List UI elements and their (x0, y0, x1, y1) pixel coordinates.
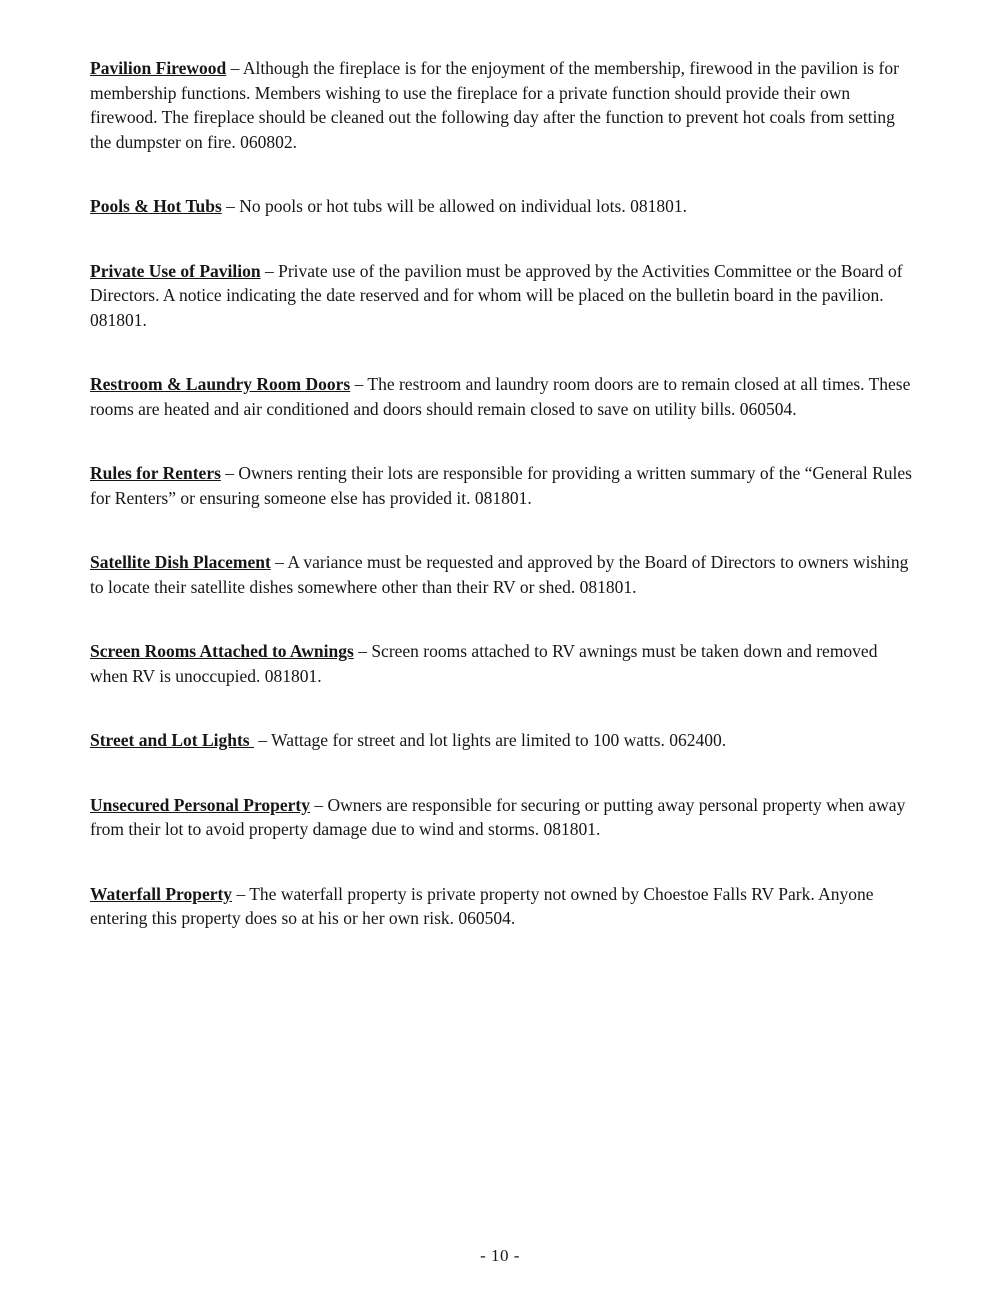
rule-body: – Owners are responsible for securing or putting away personal property when away from their lot to avoid property damage due to wind and storms. 081801. (90, 794, 906, 839)
rule-heading: Restroom & Laundry Room Doors (90, 374, 351, 394)
rule-heading: Screen Rooms Attached to Awnings (90, 641, 354, 661)
rule-heading: Rules for Renters (90, 463, 221, 483)
rule-heading: Satellite Dish Placement (90, 552, 271, 572)
rule-body: – Owners renting their lots are responsible for providing a written summary of the “General Rules for Renters” or ensuring someone else has provided it. 081801. (90, 463, 912, 508)
rule-heading: Waterfall Property (90, 883, 233, 904)
rule-body: – Private use of the pavilion must be approved by the Activities Committee or the Board of Directors. A notice indicating the date reserved and for whom will be placed on the bulletin board in the pavilion. 081801. (90, 260, 903, 330)
rule-section (90, 461, 912, 510)
rule-body: – Wattage for street and lot lights are limited to 100 watts. 062400. (258, 730, 727, 750)
rule-section (90, 882, 912, 931)
rule-section (90, 550, 912, 599)
rule-body: – No pools or hot tubs will be allowed on individual lots. 081801. (226, 196, 687, 216)
rule-body: – A variance must be requested and approved by the Board of Directors to owners wishing to locate their satellite dishes somewhere other than their RV or shed. 081801. (90, 552, 909, 597)
rule-heading: Street and Lot Lights (90, 730, 254, 750)
rule-section (90, 728, 912, 753)
page-number: - 10 - (480, 1245, 520, 1265)
rule-body: – Although the fireplace is for the enjoyment of the membership, firewood in the pavilion is for membership functions. Members wishing to use the fireplace for a private function should provide their own firewood. The fireplace should be cleaned out the following day after the function to prevent hot coals from setting the dumpster on fire. 060802. (90, 58, 899, 152)
rule-heading: Pavilion Firewood (90, 58, 227, 78)
rule-section (90, 793, 912, 842)
rule-heading: Private Use of Pavilion (90, 260, 261, 281)
rule-body: – The restroom and laundry room doors are to remain closed at all times. These rooms are heated and air conditioned and doors should remain closed to save on utility bills. 060504. (90, 374, 911, 419)
rule-heading: Unsecured Personal Property (90, 794, 311, 815)
rule-section (90, 639, 912, 688)
rule-body: – The waterfall property is private property not owned by Choestoe Falls RV Park. Anyone entering this property does so at his or her own risk. 060504. (90, 883, 874, 928)
rule-section (90, 259, 912, 333)
rule-section (90, 194, 912, 219)
rule-body: – Screen rooms attached to RV awnings must be taken down and removed when RV is unoccupied. 081801. (90, 641, 878, 686)
rule-section (90, 56, 912, 154)
rule-heading: Pools & Hot Tubs (90, 196, 222, 216)
rule-section (90, 372, 912, 421)
